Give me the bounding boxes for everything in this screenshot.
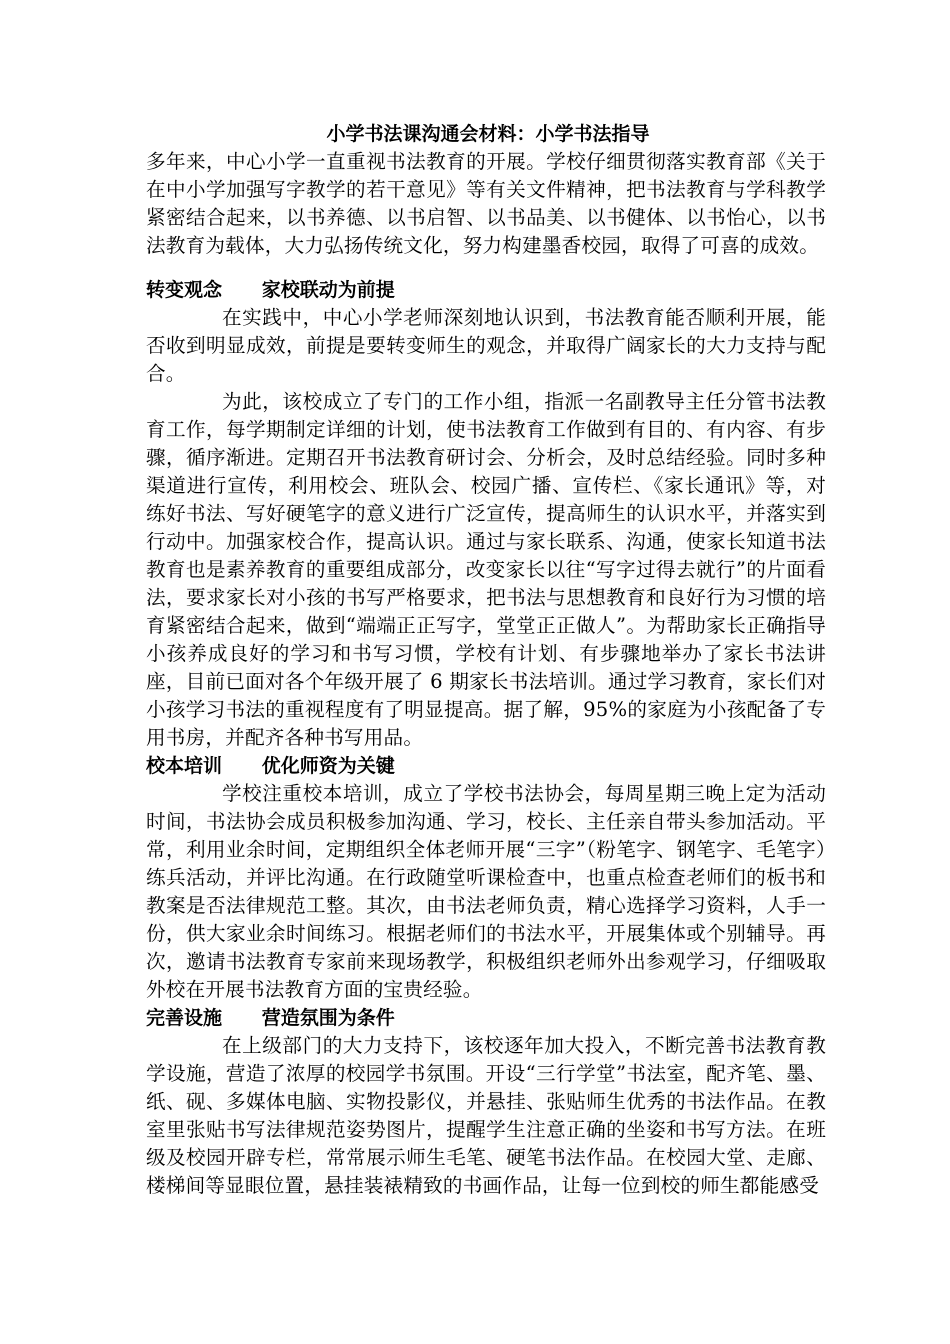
section-heading-2: 校本培训 优化师资为关键 (146, 755, 395, 777)
section-1-paragraph-1: 在实践中，中心小学老师深刻地认识到，书法教育能否顺利开展，能否收到明显成效，前提是要转变师生的观念，并取得广阔家长的大力支持与配合。 (146, 306, 826, 385)
intro-paragraph: 多年来，中心小学一直重视书法教育的开展。学校仔细贯彻落实教育部《关于在中小学加强写字教学的若干意见》等有关文件精神，把书法教育与学科教学紧密结合起来，以书养德、以书启智、以书品美、以书健体、以书怡心，以书法教育为载体，大力弘扬传统文化，努力构建墨香校园，取得了可喜的成效。 (146, 150, 826, 257)
document-title: 小学书法课沟通会材料：小学书法指导 (326, 123, 650, 145)
section-heading-3: 完善设施 营造氛围为条件 (146, 1007, 395, 1029)
section-heading-1: 转变观念 家校联动为前提 (146, 279, 395, 301)
document-page (146, 120, 826, 1200)
spacer (146, 260, 826, 276)
section-2-paragraph-1: 学校注重校本培训，成立了学校书法协会，每周星期三晚上定为活动时间，书法协会成员积极参加沟通、学习，校长、主任亲自带头参加活动。平常，利用业余时间，定期组织全体老师开展“三字”（粉笔字、钢笔字、毛笔字）练兵活动，并评比沟通。在行政随堂听课检查中，也重点检查老师们的板书和教案是否法律规范工整。其次，由书法老师负责，精心选择学习资料，人手一份，供大家业余时间练习。根据老师们的书法水平，开展集体或个别辅导。再次，邀请书法教育专家前来现场教学，积极组织老师外出参观学习，仔细吸取外校在开展书法教育方面的宝贵经验。 (146, 782, 826, 1001)
section-1-paragraph-2: 为此，该校成立了专门的工作小组，指派一名副教导主任分管书法教育工作，每学期制定详细的计划，使书法教育工作做到有目的、有内容、有步骤，循序渐进。定期召开书法教育研讨会、分析会，及时总结经验。同时多种渠道进行宣传，利用校会、班队会、校园广播、宣传栏、《家长通讯》等，对练好书法、写好硬笔字的意义进行广泛宣传，提高师生的认识水平，并落实到行动中。加强家校合作，提高认识。通过与家长联系、沟通，使家长知道书法教育也是素养教育的重要组成部分，改变家长以往“写字过得去就行”的片面看法，要求家长对小孩的书写严格要求，把书法与思想教育和良好行为习惯的培育紧密结合起来，做到“端端正正写字，堂堂正正做人”。为帮助家长正确指导小孩养成良好的学习和书写习惯，学校有计划、有步骤地举办了家长书法讲座，目前已面对各个年级开展了 6 期家长书法培训。通过学习教育，家长们对小孩学习书法的重视程度有了明显提高。据了解，95%的家庭为小孩配备了专用书房，并配齐各种书写用品。 (146, 390, 826, 749)
section-3-paragraph-1: 在上级部门的大力支持下，该校逐年加大投入，不断完善书法教育教学设施，营造了浓厚的校园学书氛围。开设“三行学堂”书法室，配齐笔、墨、纸、砚、多媒体电脑、实物投影仪，并悬挂、张贴师生优秀的书法作品。在教室里张贴书写法律规范姿势图片，提醒学生注意正确的坐姿和书写方法。在班级及校园开辟专栏，常常展示师生毛笔、硬笔书法作品。在校园大堂、走廊、楼梯间等显眼位置，悬挂装裱精致的书画作品，让每一位到校的师生都能感受 (146, 1034, 826, 1197)
